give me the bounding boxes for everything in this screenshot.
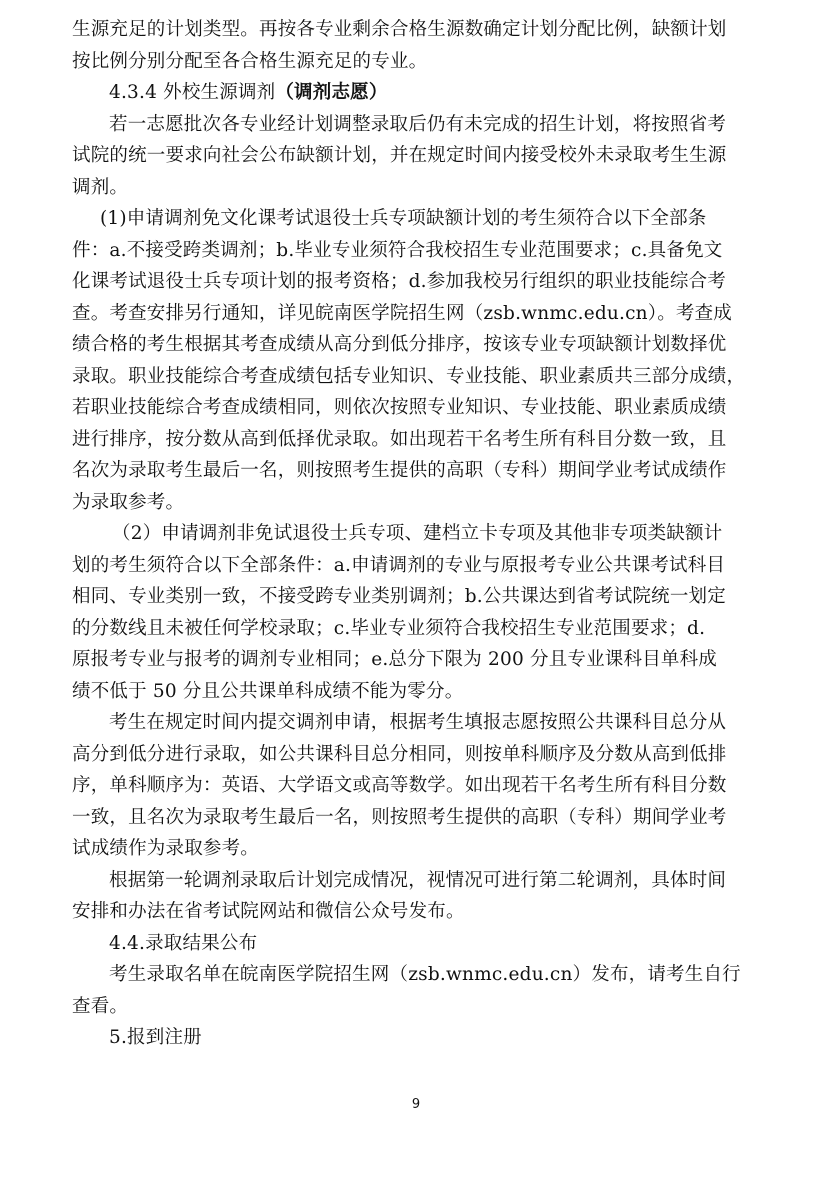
text-line: 根据第一轮调剂录取后计划完成情况，视情况可进行第二轮调剂，具体时间 xyxy=(109,869,727,891)
text-line: 的分数线且未被任何学校录取；c.毕业专业须符合我校招生专业范围要求；d. xyxy=(72,617,706,639)
document-page xyxy=(72,14,746,1054)
text-line: 序，单科顺序为：英语、大学语文或高等数学。如出现若干名考生所有科目分数 xyxy=(72,775,727,796)
text-line: 调剂。 xyxy=(72,176,129,198)
text-line: 进行排序，按分数从高到低择优录取。如出现若干名考生所有科目分数一致，且 xyxy=(72,428,727,450)
text-line: 绩不低于 50 分且公共课单科成绩不能为零分。 xyxy=(72,680,464,702)
section-heading-5: 5.报到注册 xyxy=(109,1027,202,1048)
text-line: 划的考生须符合以下全部条件：a.申请调剂的专业与原报考专业公共课考试科目 xyxy=(72,554,726,576)
text-line: 一致，且名次为录取考生最后一名，则按照考生提供的高职（专科）期间学业考 xyxy=(72,806,727,828)
text-line: 为录取参考。 xyxy=(72,491,185,513)
section-heading-4-4: 4.4.录取结果公布 xyxy=(109,932,258,954)
text-line: 若职业技能综合考查成绩相同，则依次按照专业知识、专业技能、职业素质成绩 xyxy=(72,397,727,418)
text-line: 高分到低分进行录取，如公共课科目总分相同，则按单科顺序及分数从高到低排 xyxy=(72,743,727,765)
text-line: 绩合格的考生根据其考查成绩从高分到低分排序，按该专业专项缺额计划数择优 xyxy=(72,334,727,355)
text-line: 考生在规定时间内提交调剂申请，根据考生填报志愿按照公共课科目总分从 xyxy=(109,712,727,733)
text-line: 相同、专业类别一致，不接受跨专业类别调剂；b.公共课达到省考试院统一划定 xyxy=(72,586,726,607)
heading-text: 4.3.4 外校生源调剂 xyxy=(109,82,276,103)
text-line: 安排和办法在省考试院网站和微信公众号发布。 xyxy=(72,901,465,922)
text-line: 若一志愿批次各专业经计划调整录取后仍有未完成的招生计划，将按照省考 xyxy=(109,113,727,135)
text-line: 查。考查安排另行通知，详见皖南医学院招生网（zsb.wnmc.edu.cn）。考查成 xyxy=(72,302,733,324)
text-line: 件：a.不接受跨类调剂；b.毕业专业须符合我校招生专业范围要求；c.具备免文 xyxy=(72,239,723,261)
text-line: 录取。职业技能综合考查成绩包括专业知识、专业技能、职业素质共三部分成绩， xyxy=(72,365,746,387)
section-heading-4-3-4 xyxy=(72,77,742,109)
text-line: （2）申请调剂非免试退役士兵专项、建档立卡专项及其他非专项类缺额计 xyxy=(112,523,723,544)
text-line: (1)申请调剂免文化课考试退役士兵专项缺额计划的考生须符合以下全部条 xyxy=(100,208,707,229)
text-line: 试成绩作为录取参考。 xyxy=(72,838,260,859)
text-line: 按比例分别分配至各合格生源充足的专业。 xyxy=(72,50,428,72)
page-number: 9 xyxy=(411,1097,421,1112)
text-line: 考生录取名单在皖南医学院招生网（zsb.wnmc.edu.cn）发布，请考生自行 xyxy=(109,964,741,985)
text-line: 原报考专业与报考的调剂专业相同；e.总分下限为 200 分且专业课科目单科成 xyxy=(72,649,718,670)
text-line: 名次为录取考生最后一名，则按照考生提供的高职（专科）期间学业考试成绩作 xyxy=(72,460,727,481)
text-line: 查看。 xyxy=(72,995,129,1017)
text-line: 化课考试退役士兵专项计划的报考资格；d.参加我校另行组织的职业技能综合考 xyxy=(72,271,726,292)
text-line: 试院的统一要求向社会公布缺额计划，并在规定时间内接受校外未录取考生生源 xyxy=(72,145,727,166)
heading-bold-text: （调剂志愿） xyxy=(275,82,388,103)
text-line: 生源充足的计划类型。再按各专业剩余合格生源数确定计划分配比例，缺额计划 xyxy=(72,19,727,40)
